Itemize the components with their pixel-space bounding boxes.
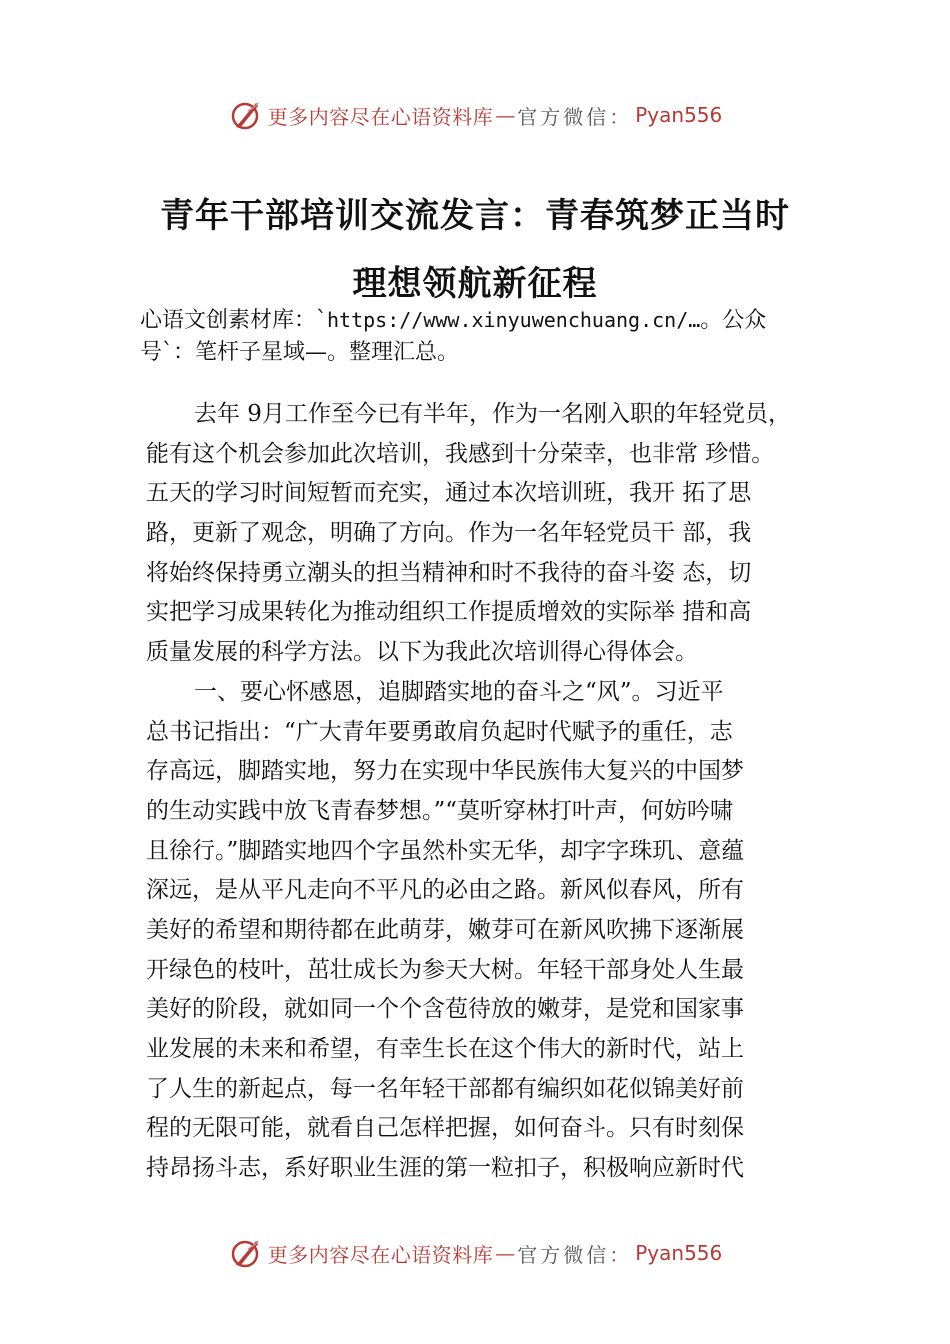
body-line: 了人生的新起点，每一名年轻干部都有编织如花似锦美好前 (146, 1075, 744, 1102)
banner-wechat-label: 官方微信 (517, 1242, 610, 1267)
source-prefix: 心语文创素材库：` (140, 308, 328, 333)
banner-wechat-label: 官方微信 (517, 104, 610, 129)
source-attribution (140, 304, 860, 369)
footer-banner[interactable] (0, 1233, 950, 1273)
body-line: 将始终保持勇立潮头的担当精神和时不我待的奋斗姿 态，切 (146, 559, 752, 586)
body-line: 一、要心怀感恩，追脚踏实地的奋斗之“风”。习近平 (194, 678, 724, 705)
body-line: 存高远，脚踏实地，努力在实现中华民族伟大复兴的中国梦 (146, 758, 744, 785)
body-line: 且徐行。”脚踏实地四个字虽然朴实无华，却字字珠玑、意蕴 (146, 837, 745, 864)
banner-brand-text: 更多内容尽在心语资料库 (267, 1242, 494, 1267)
body-line: 的生动实践中放飞青春梦想。”“莫听穿林打叶声，何妨吟啸 (146, 797, 734, 824)
source-line-2: 号`：笔杆子星域—。整理汇总。 (140, 340, 460, 365)
body-line: 程的无限可能，就看自己怎样把握，如何奋斗。只有时刻保 (146, 1115, 744, 1142)
body-line: 持昂扬斗志，系好职业生涯的第一粒扣子，积极响应新时代 (146, 1155, 744, 1182)
body-line: 路，更新了观念，明确了方向。作为一名年轻党员干 部，我 (146, 520, 752, 547)
body-line: 深远，是从平凡走向不平凡的必由之路。新风似春风，所有 (146, 877, 744, 904)
page-title-line-1: 青年干部培训交流发言：青春筑梦正当时 (160, 196, 790, 236)
banner-wechat-handle: Pyan556 (635, 103, 723, 127)
body-line: 总书记指出：“广大青年要勇敢肩负起时代赋予的重任，志 (146, 718, 733, 745)
body-line: 美好的希望和期待都在此萌芽，嫩芽可在新风吹拂下逐渐展 (146, 916, 744, 943)
body-line: 美好的阶段，就如同一个个含苞待放的嫩芽，是党和国家事 (146, 996, 744, 1023)
body-line: 业发展的未来和希望，有幸生长在这个伟大的新时代，站上 (146, 1036, 744, 1062)
body-line: 去年 9月工作至今已有半年，作为一名刚入职的年轻党员， (194, 401, 791, 427)
body-line: 实把学习成果转化为推动组织工作提质增效的实际举 措和高 (146, 599, 752, 626)
banner-colon: ： (609, 104, 630, 129)
banner-dash: — (495, 1241, 516, 1265)
body-text (146, 395, 866, 1189)
page-title-line-2: 理想领航新征程 (352, 264, 598, 304)
body-line: 五天的学习时间短暂而充实，通过本次培训班，我开 拓了思 (146, 480, 752, 507)
banner-wechat-handle: Pyan556 (635, 1241, 723, 1265)
source-line-1 (140, 304, 860, 337)
header-banner[interactable] (0, 95, 950, 135)
banner-colon: ： (609, 1242, 630, 1267)
quill-pen-logo-icon (228, 97, 264, 133)
banner-dash: — (495, 103, 516, 127)
body-line: 能有这个机会参加此次培训，我感到十分荣幸，也非常 珍惜。 (146, 440, 775, 467)
quill-pen-logo-icon (228, 1235, 264, 1271)
body-line: 质量发展的科学方法。以下为我此次培训得心得体会。 (146, 639, 698, 666)
body-line: 开绿色的枝叶，茁壮成长为参天大树。年轻干部身处人生最 (146, 956, 744, 983)
source-url-link[interactable]: https://www.xinyuwenchuang.cn/… (327, 308, 701, 332)
banner-brand-text: 更多内容尽在心语资料库 (267, 104, 494, 129)
source-suffix: 。公众 (700, 308, 767, 333)
